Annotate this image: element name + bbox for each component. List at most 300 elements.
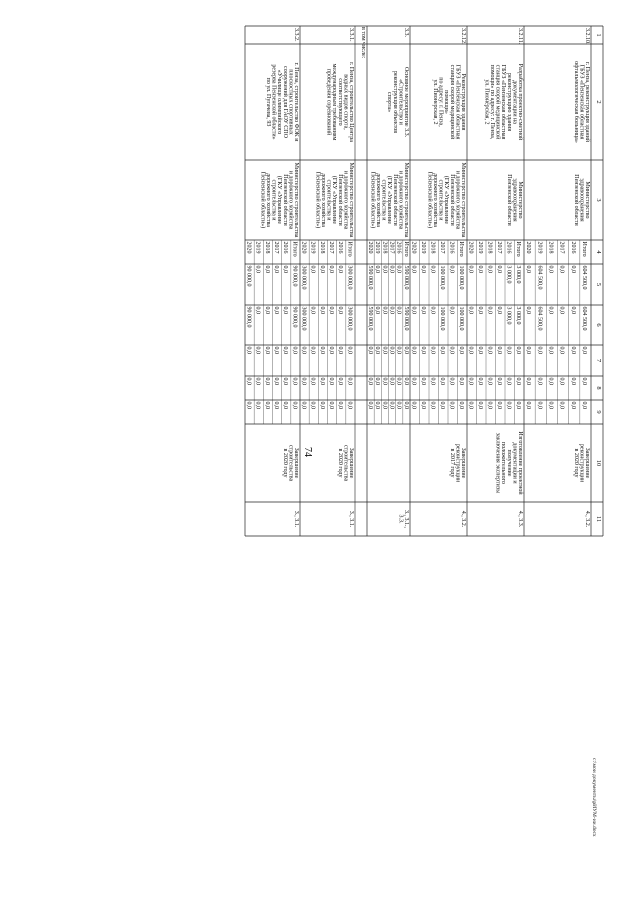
row-name-line: Разработка проектно-сметной — [517, 63, 523, 141]
value-col9: 0,0 — [525, 401, 532, 409]
value-col8: 0,0 — [536, 377, 543, 385]
value-col5: 604 500,0 — [536, 265, 543, 290]
value-col8: 0,0 — [367, 377, 374, 385]
row-executor-line: и дорожного хозяйства — [287, 170, 294, 230]
page-number: 74 — [302, 447, 313, 457]
row-indicator: 3.3. — [397, 514, 404, 524]
value-col8: 0,0 — [381, 377, 388, 385]
value-col9: 0,0 — [569, 401, 576, 409]
value-col5: 3 000,0 — [515, 265, 522, 284]
row-result-line: в 2017 году — [448, 448, 455, 478]
year-label: 2019 — [536, 241, 543, 254]
header-cell-2: 2 — [595, 100, 602, 104]
row-name-line: «Училище олимпийского — [276, 69, 283, 135]
value-col6: 0,0 — [381, 306, 388, 314]
value-col9: 0,0 — [337, 401, 344, 409]
year-label: 2019 — [254, 241, 261, 254]
value-col9: 0,0 — [328, 401, 335, 409]
header-cell-7: 7 — [595, 358, 602, 363]
row-name-line: спорта» — [386, 91, 393, 113]
year-label: 2018 — [318, 241, 325, 254]
value-col9: 0,0 — [367, 401, 374, 409]
row-name-line: водных видов спорта, — [342, 74, 349, 130]
value-col8: 0,0 — [525, 377, 532, 385]
value-col9: 0,0 — [420, 401, 427, 409]
year-label: 2020 — [367, 241, 374, 254]
value-col5: 0,0 — [547, 265, 554, 273]
row-result-line: реконструкции — [454, 443, 461, 483]
row-executor-line: Министерство строительства — [348, 162, 354, 238]
value-col8: 0,0 — [282, 377, 289, 385]
value-col7: 0,0 — [505, 346, 512, 355]
row-indicator: 3., 3.1., — [403, 510, 409, 528]
header-cell-9: 9 — [595, 410, 602, 414]
value-col5: 0,0 — [263, 265, 270, 273]
row-name-line: помощи» по адресу: г. Пенза, — [489, 64, 495, 140]
row-result-line: положительного — [500, 442, 507, 484]
value-col5: 0,0 — [374, 265, 381, 273]
year-label: Итого — [580, 241, 587, 257]
row-name-line: документации на — [511, 80, 518, 124]
value-col6: 0,0 — [486, 306, 493, 314]
value-col6: 0,0 — [318, 306, 325, 314]
value-col6: 0,0 — [309, 306, 316, 314]
year-label: 2017 — [496, 241, 503, 254]
value-col6: 0,0 — [273, 306, 280, 314]
value-col5: 0,0 — [569, 265, 576, 273]
year-label: 2018 — [486, 241, 493, 254]
row-number: 3.3.2. — [293, 28, 299, 42]
value-col8: 0,0 — [467, 377, 474, 385]
value-col7: 0,0 — [395, 346, 402, 354]
value-col6: 3 000,0 — [515, 306, 522, 325]
value-col8: 0,0 — [346, 377, 353, 385]
value-col8: 0,0 — [395, 377, 402, 385]
budget-table — [245, 26, 603, 536]
row-name-line: ул. Пионерская, 2 — [483, 79, 490, 125]
row-name-line: резерва Пензенской области» — [270, 64, 277, 140]
row-result-line: заключения экспертизы — [494, 432, 501, 494]
value-col8: 0,0 — [374, 377, 381, 385]
header-cell-1: 1 — [595, 33, 602, 37]
row-executor-line: строительства и — [437, 179, 444, 221]
row-executor-line: и дорожного хозяйства — [454, 170, 461, 230]
value-col6: 0,0 — [388, 306, 395, 314]
value-col7: 0,0 — [328, 346, 335, 354]
row-name-line: г. Пенза, реконструкция зданий — [584, 62, 590, 142]
value-col9: 0,0 — [448, 401, 455, 409]
value-col5: 100 000,0 — [458, 265, 465, 290]
value-col7: 0,0 — [477, 346, 484, 354]
value-col5: 0,0 — [410, 265, 417, 273]
value-col5: 0,0 — [429, 265, 436, 273]
value-col6: 0,0 — [467, 306, 474, 314]
row-executor-line: и дорожного хозяйства — [342, 170, 349, 230]
value-col7: 0,0 — [420, 346, 427, 354]
year-label: 2016 — [448, 241, 455, 254]
value-col7: 0,0 — [367, 346, 374, 354]
year-label: 2018 — [429, 241, 436, 254]
value-col6: 90 000,0 — [245, 306, 252, 328]
row-name-line: помощи» — [443, 90, 450, 114]
value-col9: 0,0 — [291, 401, 298, 409]
header-cell-4: 4 — [595, 250, 602, 254]
value-col5: 590 000,0 — [367, 265, 374, 290]
value-col6: 0,0 — [448, 306, 455, 314]
year-label: 2018 — [547, 241, 554, 254]
value-col9: 0,0 — [477, 401, 484, 409]
row-executor-line: дорожного хозяйства — [320, 173, 326, 227]
value-col8: 0,0 — [505, 377, 512, 386]
row-number: 3.2.12. — [460, 28, 466, 45]
value-col7: 0,0 — [300, 346, 307, 354]
row-executor-line: (ГКУ «Управление — [276, 175, 283, 225]
row-executor-line: Пензенской области — [336, 174, 343, 226]
value-col9: 0,0 — [558, 401, 565, 409]
row-result-line: документации и — [511, 442, 518, 484]
value-col9: 0,0 — [467, 401, 474, 409]
value-col7: 0,0 — [309, 346, 316, 354]
row-name-line: офтальмологическая больница» — [572, 61, 579, 143]
row-name-line: Реконструкция здания — [460, 73, 466, 131]
value-col9: 0,0 — [273, 401, 280, 409]
value-col9: 0,0 — [388, 401, 395, 409]
footer-file-path: c:\мои документы\рИУМ-ии.docx — [591, 758, 597, 837]
value-col9: 0,0 — [580, 401, 587, 409]
year-label: 2019 — [309, 241, 316, 254]
value-col6: 0,0 — [429, 306, 436, 314]
row-result-line: Завершение — [293, 447, 299, 479]
value-col7: 0,0 — [558, 346, 565, 354]
value-col5: 0,0 — [486, 265, 493, 273]
value-col9: 0,0 — [300, 401, 307, 409]
value-col8: 0,0 — [309, 377, 316, 385]
value-col9: 0,0 — [547, 401, 554, 409]
row-result-line: в 2020 году — [572, 448, 579, 478]
header-cell-10: 10 — [595, 459, 602, 467]
value-col7: 0,0 — [515, 346, 522, 354]
row-executor-line: строительства и — [325, 179, 332, 221]
value-col8: 0,0 — [477, 377, 484, 385]
value-col5: 0,0 — [467, 265, 474, 273]
value-col6: 300 000,0 — [346, 306, 353, 331]
value-col7: 0,0 — [374, 346, 381, 354]
value-col6: 3 000,0 — [505, 306, 512, 325]
value-col9: 0,0 — [439, 401, 446, 409]
value-col6: 0,0 — [569, 306, 576, 314]
row-name-line: ГБУЗ «Пензенская областная — [500, 64, 507, 140]
value-col9: 0,0 — [429, 401, 436, 409]
row-name-line: г. Пенза, строительство Центра — [348, 62, 354, 142]
value-col9: 0,0 — [496, 401, 503, 409]
year-label: 2018 — [263, 241, 270, 254]
value-col9: 0,0 — [374, 401, 381, 409]
value-col9: 0,0 — [486, 401, 493, 409]
row-name-line: реконструкцию здания — [505, 72, 512, 132]
value-col8: 0,0 — [410, 377, 417, 385]
value-col8: 0,0 — [273, 377, 280, 385]
row-name-line: плоскостных спортивных — [287, 69, 294, 135]
value-col8: 0,0 — [486, 377, 493, 385]
value-col7: 0,0 — [254, 346, 261, 354]
value-col7: 0,0 — [439, 346, 446, 354]
value-col6: 0,0 — [410, 306, 417, 314]
value-col6: 0,0 — [558, 306, 565, 314]
row-executor-line: здравоохранения — [578, 178, 585, 222]
row-name-line: ГБУЗ «Пензенская областная — [454, 64, 461, 140]
row-result-line: реконструкции — [578, 443, 585, 483]
value-col8: 0,0 — [263, 377, 270, 385]
value-col8: 0,0 — [254, 377, 261, 385]
year-label: 2016 — [569, 241, 576, 254]
value-col5: 0,0 — [496, 265, 503, 273]
year-label: 2020 — [525, 241, 532, 254]
row-indicator: 3., 3.1. — [348, 510, 354, 528]
row-executor-line: Пензенской области — [448, 174, 455, 226]
row-result-line: получение — [505, 449, 512, 477]
value-col9: 0,0 — [515, 401, 522, 409]
value-col6: 0,0 — [328, 306, 335, 314]
value-col9: 0,0 — [245, 401, 252, 409]
value-col5: 90 000,0 — [291, 265, 298, 287]
year-label: 2016 — [395, 241, 402, 254]
value-col6: 0,0 — [525, 306, 532, 314]
value-col5: 0,0 — [395, 265, 402, 273]
value-col9: 0,0 — [309, 401, 316, 409]
year-label: 2016 — [282, 241, 289, 254]
header-cell-5: 5 — [595, 282, 602, 287]
row-name-line: соответствующего — [336, 78, 343, 126]
row-name-line: станция скорой медицинской — [494, 64, 501, 140]
row-number: 3.3.1. — [348, 28, 354, 42]
value-col7: 0,0 — [486, 346, 493, 354]
row-indicator: 4., 3.3. — [517, 510, 523, 528]
row-name-line: реконструкция объектов — [391, 70, 398, 134]
value-col5: 0,0 — [328, 265, 335, 273]
row-number: 3.2.10. — [584, 28, 590, 45]
value-col5: 0,0 — [558, 265, 565, 273]
row-name-line: ГБУЗ «Пензенская областная — [578, 64, 585, 140]
value-col5: 0,0 — [477, 265, 484, 273]
row-executor-line: Пензенской области — [391, 174, 398, 226]
header-cell-6: 6 — [595, 323, 602, 327]
value-col8: 0,0 — [337, 377, 344, 385]
year-label: 2017 — [388, 241, 395, 254]
row-name-line: ул. Пионерская, 2 — [432, 79, 438, 125]
row-executor-line: строительства и — [270, 179, 277, 221]
value-col8: 0,0 — [328, 377, 335, 385]
year-label: 2017 — [558, 241, 565, 254]
row-executor-line: и дорожного хозяйства — [397, 170, 404, 230]
value-col8: 0,0 — [318, 377, 325, 385]
value-col7: 0,0 — [346, 346, 353, 354]
value-col5: 0,0 — [337, 265, 344, 273]
year-label: 2016 — [505, 241, 512, 254]
row-executor-line: Министерство — [584, 181, 590, 219]
row-indicator: 4., 3.2. — [460, 510, 466, 528]
value-col8: 0,0 — [458, 377, 465, 385]
value-col5: 0,0 — [420, 265, 427, 273]
value-col7: 0,0 — [458, 346, 465, 354]
value-col5: 0,0 — [388, 265, 395, 273]
row-executor-line: Пензенской области») — [314, 171, 321, 229]
row-indicator: 4., 3.2. — [584, 510, 590, 528]
value-col8: 0,0 — [515, 377, 522, 385]
year-label: Итого — [402, 241, 409, 257]
value-col8: 0,0 — [580, 377, 587, 385]
row-name-line: по адресу: г. Пенза, — [437, 77, 444, 127]
year-label: Итого — [291, 241, 298, 257]
row-executor-line: Пензенской области — [281, 174, 288, 226]
year-label: 2019 — [374, 241, 381, 254]
row-name-line: сооружений для ГАОУ СПО — [281, 66, 288, 138]
value-col8: 0,0 — [439, 377, 446, 385]
year-label: 2017 — [328, 241, 335, 254]
value-col5: 604 500,0 — [580, 265, 587, 290]
value-col7: 0,0 — [569, 346, 576, 354]
value-col5: 300 000,0 — [346, 265, 353, 290]
row-executor-line: дорожного хозяйства — [265, 173, 271, 227]
row-name-line: станция скорой медицинской — [448, 64, 455, 140]
subtotal-label: в том числе: — [360, 27, 366, 59]
value-col7: 0,0 — [448, 346, 455, 354]
year-label: Итого — [515, 241, 522, 257]
value-col6: 100 000,0 — [439, 306, 446, 331]
value-col6: 0,0 — [477, 306, 484, 314]
value-col9: 0,0 — [318, 401, 325, 409]
value-col7: 0,0 — [381, 346, 388, 354]
value-col7: 0,0 — [467, 346, 474, 354]
value-col7: 0,0 — [337, 346, 344, 354]
value-col6: 0,0 — [395, 306, 402, 314]
value-col7: 0,0 — [245, 346, 252, 354]
value-col7: 0,0 — [388, 346, 395, 354]
row-executor-line: здравоохранения — [511, 178, 518, 222]
value-col5: 0,0 — [448, 265, 455, 273]
value-col9: 0,0 — [381, 401, 388, 409]
value-col9: 0,0 — [402, 401, 409, 409]
row-result-line: Завершение — [584, 447, 590, 479]
year-label: 2019 — [477, 241, 484, 254]
row-name-line: проведения соревнований — [325, 68, 332, 136]
value-col5: 100 000,0 — [439, 265, 446, 290]
value-col6: 0,0 — [420, 306, 427, 314]
value-col9: 0,0 — [410, 401, 417, 409]
value-col6: 0,0 — [496, 306, 503, 314]
value-col7: 0,0 — [291, 346, 298, 354]
year-label: Итого — [346, 241, 353, 257]
value-col5: 90 000,0 — [245, 265, 252, 287]
value-col6: 0,0 — [337, 306, 344, 314]
row-name-line: «Строительство и — [397, 79, 404, 125]
row-executor-line: Пензенской области») — [369, 171, 376, 229]
row-executor-line: Министерство строительства — [293, 162, 299, 238]
value-col6: 604 500,0 — [536, 306, 543, 331]
year-label: 2020 — [467, 241, 474, 254]
value-col7: 0,0 — [402, 346, 409, 354]
value-col8: 0,0 — [558, 377, 565, 385]
value-col7: 0,0 — [282, 346, 289, 354]
year-label: 2017 — [439, 241, 446, 254]
row-name-line: Основное мероприятие 3.3. — [403, 66, 409, 138]
row-executor-line: (ГКУ «Управление — [331, 175, 338, 225]
row-executor-line: строительства и — [380, 179, 387, 221]
value-col6: 0,0 — [263, 306, 270, 314]
row-executor-line: Пензенской области — [572, 174, 579, 226]
value-col8: 0,0 — [300, 377, 307, 385]
row-number: 3.3. — [403, 28, 409, 37]
value-col6: 590 000,0 — [402, 306, 409, 331]
row-executor-line: дорожного хозяйства — [432, 173, 438, 227]
row-executor-line: (ГКУ «Управление — [443, 175, 450, 225]
value-col6: 300 000,0 — [300, 306, 307, 331]
value-col9: 0,0 — [395, 401, 402, 409]
row-result-line: строительства — [342, 444, 349, 482]
value-col7: 0,0 — [525, 346, 532, 354]
value-col5: 590 000,0 — [402, 265, 409, 290]
value-col8: 0,0 — [547, 377, 554, 385]
value-col5: 0,0 — [309, 265, 316, 273]
row-executor-line: Пензенской области») — [426, 171, 433, 229]
value-col8: 0,0 — [388, 377, 395, 385]
value-col8: 0,0 — [448, 377, 455, 385]
value-col9: 0,0 — [458, 401, 465, 409]
row-executor-line: Пензенской области — [505, 174, 512, 226]
row-name-line: международным требованиям — [331, 63, 338, 141]
value-col7: 0,0 — [496, 346, 503, 354]
value-col9: 0,0 — [254, 401, 261, 409]
value-col9: 0,0 — [505, 401, 512, 410]
header-cell-3: 3 — [595, 198, 602, 202]
value-col6: 0,0 — [374, 306, 381, 314]
value-col8: 0,0 — [420, 377, 427, 385]
row-executor-line: Министерство строительства — [403, 162, 409, 238]
value-col6: 100 000,0 — [458, 306, 465, 331]
value-col7: 0,0 — [318, 346, 325, 354]
value-col5: 0,0 — [381, 265, 388, 273]
value-col7: 0,0 — [580, 346, 587, 354]
row-result-line: Завершение — [460, 447, 466, 479]
year-label: 2016 — [337, 241, 344, 254]
row-number: 3.2.11. — [517, 28, 523, 45]
row-result-line: в 2020 году — [336, 448, 343, 478]
value-col5: 0,0 — [273, 265, 280, 273]
value-col8: 0,0 — [496, 377, 503, 385]
value-col7: 0,0 — [547, 346, 554, 354]
row-name-line: г. Пенза, строительство ФОК и — [293, 62, 299, 142]
value-col8: 0,0 — [291, 377, 298, 385]
row-executor-line: (ГКУ «Управление — [386, 175, 393, 225]
year-label: Итого — [458, 241, 465, 257]
value-col5: 0,0 — [254, 265, 261, 273]
row-executor-line: Пензенской области») — [259, 171, 266, 229]
row-executor-line: дорожного хозяйства — [375, 173, 381, 227]
value-col9: 0,0 — [346, 401, 353, 409]
value-col7: 0,0 — [410, 346, 417, 354]
row-result-line: в 2020 году — [281, 448, 288, 478]
value-col6: 0,0 — [254, 306, 261, 314]
value-col8: 0,0 — [402, 377, 409, 385]
value-col7: 0,0 — [273, 346, 280, 354]
value-col6: 0,0 — [547, 306, 554, 314]
value-col9: 0,0 — [263, 401, 270, 409]
value-col6: 590 000,0 — [367, 306, 374, 331]
value-col6: 604 500,0 — [580, 306, 587, 331]
value-col8: 0,0 — [245, 377, 252, 385]
value-col8: 0,0 — [429, 377, 436, 385]
value-col5: 0,0 — [318, 265, 325, 273]
value-col7: 0,0 — [429, 346, 436, 354]
